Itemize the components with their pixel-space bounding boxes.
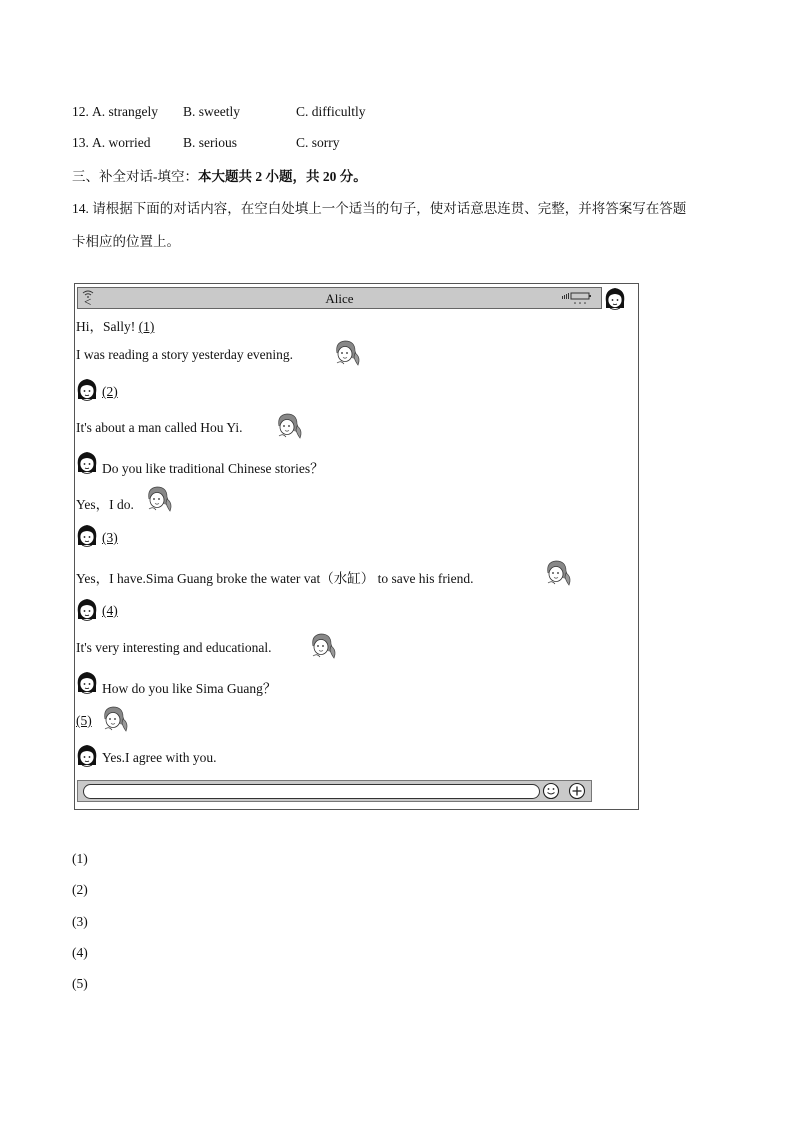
chat-title-bar bbox=[77, 287, 602, 309]
chat-window bbox=[74, 283, 639, 810]
alice-avatar-icon bbox=[76, 450, 98, 476]
message-sally bbox=[76, 567, 474, 587]
message-text: Yes.I agree with you. bbox=[102, 750, 217, 765]
battery-icon bbox=[561, 290, 597, 306]
blank-3: (3) bbox=[102, 530, 118, 545]
message-text: Do you like traditional Chinese stories？ bbox=[102, 461, 324, 476]
section-prefix: 三、补全对话-填空： bbox=[72, 169, 198, 184]
sally-avatar-icon bbox=[143, 485, 175, 515]
option-b: B. serious bbox=[183, 135, 237, 150]
chat-title: Alice bbox=[325, 291, 354, 306]
alice-avatar-icon bbox=[76, 377, 98, 403]
sally-avatar-icon bbox=[307, 632, 339, 662]
message-text: How do you like Sima Guang？ bbox=[102, 681, 277, 696]
message-alice bbox=[76, 315, 154, 335]
message-text: It's about a man called Hou Yi. bbox=[76, 420, 243, 435]
chat-input-bar bbox=[77, 780, 592, 802]
message-sally bbox=[76, 713, 92, 729]
blank-1: (1) bbox=[138, 319, 155, 334]
instruction-line-1: 14. 请根据下面的对话内容，在空白处填上一个适当的句子，使对话意思连贯、完整，并将答案写在答题 bbox=[72, 201, 687, 216]
option-c: C. difficultly bbox=[296, 104, 366, 119]
message-text: Yes，I have.Sima Guang broke the water vat（水缸） to save his friend. bbox=[76, 571, 474, 586]
message-sally bbox=[76, 347, 293, 363]
blank-4: (4) bbox=[102, 603, 118, 618]
message-text: It's very interesting and educational. bbox=[76, 640, 272, 655]
answer-line-1: (1) bbox=[72, 851, 88, 866]
message-text: I was reading a story yesterday evening. bbox=[76, 347, 294, 362]
answer-line-2: (2) bbox=[72, 882, 88, 897]
answer-line-4: (4) bbox=[72, 945, 88, 960]
blank-5: (5) bbox=[76, 713, 92, 728]
alice-avatar-icon bbox=[603, 286, 627, 312]
alice-avatar-icon bbox=[76, 743, 98, 769]
message-input[interactable] bbox=[83, 784, 540, 799]
plus-icon[interactable] bbox=[568, 782, 586, 800]
section-heading bbox=[72, 165, 367, 185]
sally-avatar-icon bbox=[273, 412, 305, 442]
answer-line-5: (5) bbox=[72, 976, 88, 991]
alice-avatar-icon bbox=[76, 670, 98, 696]
blank-2: (2) bbox=[102, 384, 118, 399]
message-alice bbox=[102, 457, 324, 477]
message-text: Hi，Sally! bbox=[76, 319, 139, 334]
message-alice bbox=[102, 750, 217, 766]
answer-line-3: (3) bbox=[72, 914, 88, 929]
option-a: A. worried bbox=[92, 135, 151, 150]
message-text: Yes，I do. bbox=[76, 497, 134, 512]
message-alice bbox=[102, 530, 118, 546]
message-sally bbox=[76, 640, 272, 656]
smile-icon[interactable] bbox=[542, 782, 560, 800]
alice-avatar-icon bbox=[76, 523, 98, 549]
question-number: 12. bbox=[72, 104, 89, 119]
message-sally bbox=[76, 493, 134, 513]
option-c: C. sorry bbox=[296, 135, 340, 150]
option-a: A. strangely bbox=[92, 104, 158, 119]
sally-avatar-icon bbox=[542, 559, 574, 589]
section-bold: 本大题共 2 小题，共 20 分。 bbox=[198, 169, 367, 184]
back-icon[interactable]: < bbox=[84, 294, 92, 309]
message-alice bbox=[102, 384, 118, 400]
message-alice bbox=[102, 603, 118, 619]
option-b: B. sweetly bbox=[183, 104, 240, 119]
instruction-line-2: 卡相应的位置上。 bbox=[72, 234, 180, 249]
question-number: 13. bbox=[72, 135, 89, 150]
message-sally bbox=[76, 420, 243, 436]
alice-avatar-icon bbox=[76, 597, 98, 623]
sally-avatar-icon bbox=[331, 339, 363, 369]
message-alice bbox=[102, 677, 276, 697]
sally-avatar-icon bbox=[99, 705, 131, 735]
